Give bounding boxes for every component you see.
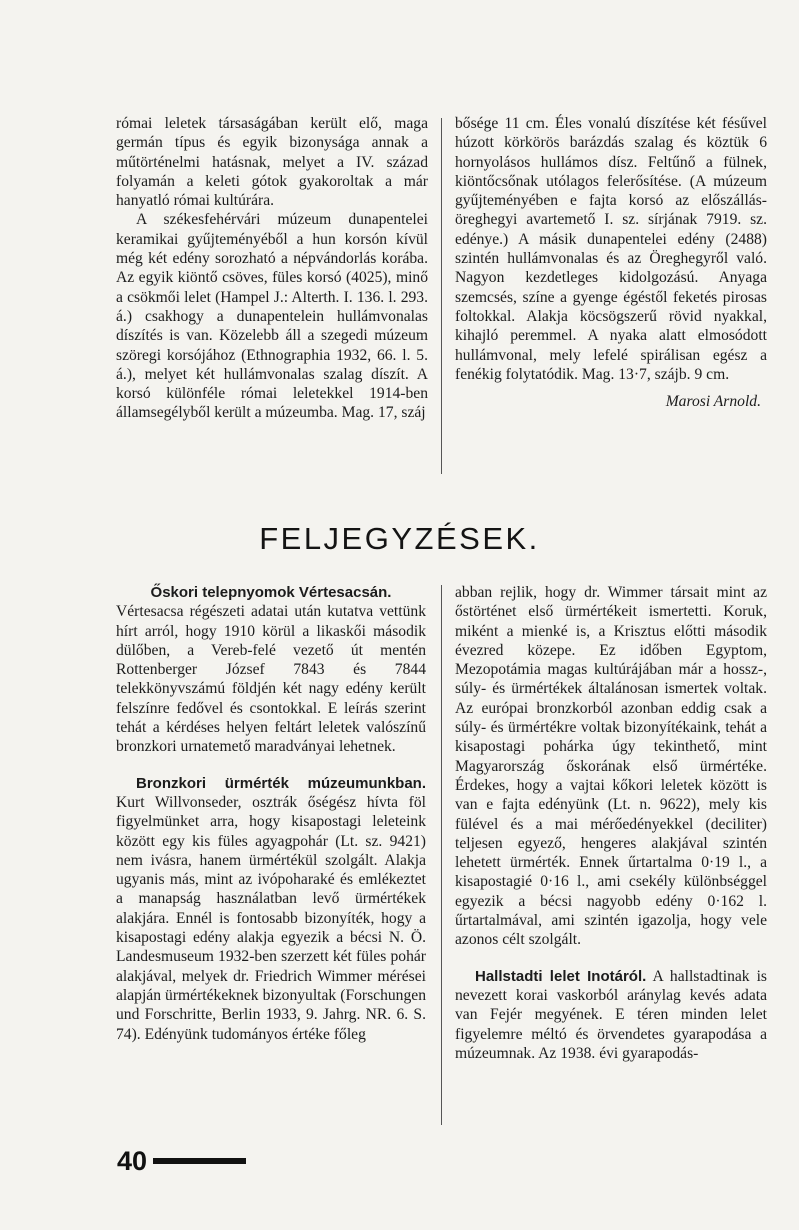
column-4 [455,583,767,1063]
paragraph: Kurt Willvonseder, osztrák őségész hívta föl figyelmünket arra, hogy kisapostagi leleteink között egy kis füles agyagpohár (Lt. sz. 9421) nem ivásra, hanem ürmértékül szolgált. Alakja ugyanis más, mint az ivópoharaké és emlékeztet a manapság használatban levő ürmértékek alakjára. Ennél is fontosabb bizonyíték, hogy a kisapostagi edény alakja egyezik a bécsi N. Ö. Landesmuseum 1932-ben szerzett két füles pohár alakjával, melyek dr. Friedrich Wimmer mérései alapján ürmértékeknek bizonyultak (Forschungen und Forschritte, Berlin 1933, 9. Jahrg. NR. 6. S. 74). Edényünk tudományos értéke főleg [116,793,426,1043]
article-heading: Bronzkori ürmérték múzeumunkban. [136,774,426,792]
column-3 [116,583,426,1044]
page-number: 40 [117,1146,148,1176]
column-divider [441,585,442,1125]
column-divider [441,118,442,474]
paragraph: A székesfehérvári múzeum dunapentelei keramikai gyűjteményéből a hun korsón kívül még két edény sorozható a népvándorlás korába. Az egyik kiöntő csöves, füles korsó (4025), minő a csökmői lelet (Hampel J.: Alterth. I. 136. l. 293. á.) csakhogy a dunapentelein hullámvonalas díszítés is van. Közelebb áll a szegedi múzeum szöregi korsójához (Ethnographia 1932, 66. l. 5. á.), melyet két hullámvonalas szalag díszít. A korsó különféle római leletekkel 1914-ben államsegélyből került a múzeumba. Mag. 17, száj [116,211,428,422]
paragraph: római leletek társaságában került elő, maga germán típus és egyik bizonysága annak a műtörténelmi hatásnak, melyet a IV. század folyamán a keleti gótok gyakoroltak a már hanyatló római kultúrára. [116,115,428,210]
column-1 [116,114,428,423]
author-signature: Marosi Arnold. [665,393,761,411]
article-heading: Hallstadti lelet Inotáról. [475,967,647,985]
column-2 [455,114,767,411]
section-title: FELJEGYZÉSEK. [259,521,540,556]
page-number-bar [153,1158,246,1164]
paragraph: Vértesacsa régészeti adatai után kutatva vettünk hírt arról, hogy 1910 körül a likaskői második dülőben, a Vereb-felé vezető út mentén Rottenberger József 7843 és 7844 telekkönyvszámú földjén két nagy edény került felszínre fedővel és csontokkal. E leírás szerint tehát a kérdéses helyen feltárt leletek valószínű bronzkori urnatemető maradványai lehetnek. [116,603,426,756]
paragraph: bősége 11 cm. Éles vonalú díszítése két fésűvel húzott körkörös barázdás szalag és köztük 6 hornyolásos hullámos dísz. Feltűnő a fülnek, kiöntőcsőnak utólagos felerősítése. (A múzeum gyűjteményében e fajta korsó az előszállás-öreghegyi avartemető I. sz. sírjának 7919. sz. edénye.) A másik dunapentelei edény (2488) szintén hullámvonalas és az Öreghegyről való. Nagyon kezdetleges kidolgozású. Anyaga szemcsés, színe a gyenge égéstől feketés pirosas foltokkal. Alakja köcsögszerű rövid nyakkal, kihajló peremmel. A nyaka alatt elmosódott hullámvonal, mely lefelé spirálisan egész a fenékig folytatódik. Mag. 13·7, szájb. 9 cm. [455,115,767,383]
paragraph: A hallstadtinak is nevezett korai vaskorból aránylag kevés adata van Fejér megyének. E téren minden lelet figyelemre méltó és örvendetes gyarapodása a múzeumnak. Az 1938. évi gyarapodás- [455,967,768,1062]
article-heading: Őskori telepnyomok Vértesacsán. [150,584,392,601]
paragraph: abban rejlik, hogy dr. Wimmer társait mint az őstörténet első ürmértékeit ismertetti. Koruk, miként a mienké is, a Krisztus előtti második évezred közepe. Ez időben Egyptom, Mezopotámia magas kultúrájában már a hossz-, súly- és ürmértékek általánosan ismertek voltak. Az európai bronzkorból azonban eddig csak a súly- és ürmértékre voltak bizonyítékaink, tehát a kisapostagi pohárka úgy tekinthető, mint Magyarország őskorának első ürmértéke. Érdekes, hogy a vajtai kőkori leletek között is van e fajta edényünk (Lt. n. 9622), mely kis fülével és a mai mérőedényekkel (deciliter) teljesen egyező, hengeres alakjával szintén lehetett ürmérték. Ennek űrtartalma 0·19 l., a kisapostagié 0·16 l., ami csekély különbséggel egyezik a bécsi nagyobb edény 0·162 l. űrtartalmával, ami szintén igazolja, hogy vele azonos célt szolgált. [455,584,767,949]
